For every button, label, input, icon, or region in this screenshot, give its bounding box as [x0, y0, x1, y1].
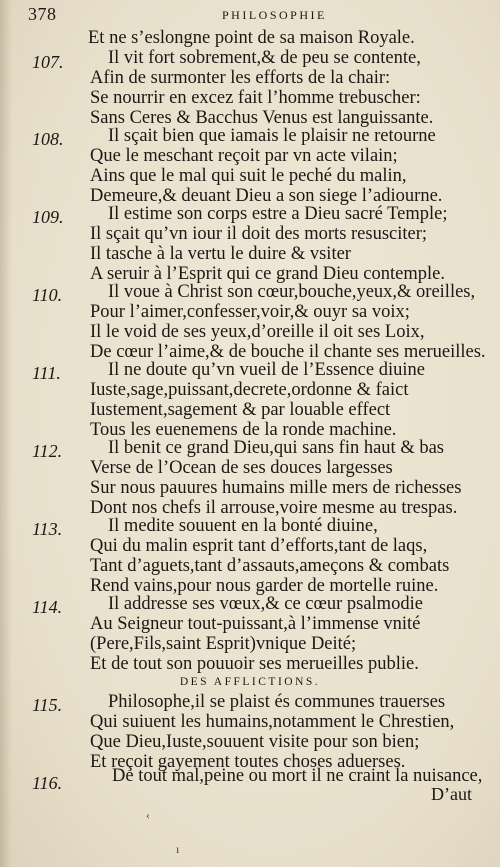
verse-line: Dont nos chefs il arrouse,voire mesme au trespas.	[90, 498, 458, 518]
verse-line: Tant d’aguets,tant d’assauts,ameçons & combats	[90, 556, 450, 576]
verse-line: Qui du malin esprit tant d’efforts,tant de laqs,	[90, 536, 428, 556]
verse-line: Afin de surmonter les efforts de la chair:	[90, 68, 391, 88]
verse-line: Tous les euenemens de la ronde machine.	[90, 420, 397, 440]
verse-line: Il estime son corps estre a Dieu sacré Temple;	[108, 204, 448, 224]
verse-line: Pour l’aimer,confesser,voir,& ouyr sa voix;	[90, 302, 410, 322]
verse-line: Sans Ceres & Bacchus Venus est languissante.	[90, 108, 434, 128]
verse-line: Iustement,sagement & par louable effect	[90, 400, 391, 420]
stanza-number: 113.	[32, 519, 63, 539]
verse-line: Se nourrir en excez fait l’homme trebuscher:	[90, 88, 421, 108]
stanza-number: 110.	[32, 285, 63, 305]
verse-line: Rend vains,pour nous garder de mortelle ruine.	[90, 576, 439, 596]
verse-line: Au Seigneur tout-puissant,à l’immense vnité	[90, 614, 421, 634]
verse-line: Qui suiuent les humains,notamment le Chrestien,	[90, 712, 455, 732]
verse-line: (Pere,Fils,saint Esprit)vnique Deité;	[90, 634, 357, 654]
catchword: D’aut	[431, 784, 472, 804]
page-number: 378	[28, 4, 57, 24]
stanza-number: 114.	[32, 597, 63, 617]
verse-line: A seruir à l’Esprit qui ce grand Dieu contemple.	[90, 264, 445, 284]
verse-line: Ains que le mal qui suit le peché du malin,	[90, 166, 407, 186]
verse-line: Que le meschant reçoit par vn acte vilain;	[90, 146, 398, 166]
stanza-number: 112.	[32, 441, 63, 461]
stanza-number: 108.	[32, 129, 64, 149]
verse-line: Que Dieu,Iuste,souuent visite pour son bien;	[90, 732, 420, 752]
verse-line: Philosophe,il se plaist és communes trauerses	[108, 692, 446, 712]
verse-line: Demeure,& deuant Dieu a son siege l’adiourne.	[90, 186, 443, 206]
running-head: PHILOSOPHIE	[222, 8, 327, 22]
page-header	[0, 4, 500, 26]
ink-mark: ı	[176, 842, 180, 856]
verse-line: Iuste,sage,puissant,decrete,ordonne & faict	[90, 380, 409, 400]
verse-line: Il sçait bien que iamais le plaisir ne retourne	[108, 126, 436, 146]
verse-line: Et reçoit gayement toutes choses aduerses.	[90, 752, 406, 772]
ink-mark: ‹	[146, 808, 150, 822]
verse-line: De cœur l’aime,& de bouche il chante ses merueilles.	[90, 342, 486, 362]
stanza-number: 116.	[32, 773, 63, 793]
verse-line: Il ne doute qu’vn vueil de l’Essence diuine	[108, 360, 425, 380]
verse-line: Il le void de ses yeux,d’oreille il oit ses Loix,	[90, 322, 425, 342]
verse-line: Sur nous pauures humains mille mers de richesses	[90, 478, 462, 498]
section-title: DES AFFLICTIONS.	[179, 676, 321, 688]
verse-line: Il addresse ses vœux,& ce cœur psalmodie	[108, 594, 423, 614]
verse-line: Et ne s’eslongne point de sa maison Royale.	[88, 28, 415, 48]
verse-line: Il vit fort sobrement,& de peu se contente,	[108, 48, 421, 68]
stanza-number: 109.	[32, 207, 64, 227]
stanza-number: 115.	[32, 695, 63, 715]
verse-line: Et de tout son pouuoir ses merueilles publie.	[90, 654, 419, 674]
stanza-number: 107.	[32, 52, 64, 72]
gutter-shadow	[0, 0, 12, 867]
verse-line: Il voue à Christ son cœur,bouche,yeux,& oreilles,	[108, 282, 476, 302]
verse-line: Il benit ce grand Dieu,qui sans fin haut & bas	[108, 438, 444, 458]
verse-line: Il tasche à la vertu le duire & vsiter	[90, 244, 351, 264]
verse-line: De tout mal,peine ou mort il ne craint la nuisance,	[112, 766, 483, 786]
stanza-number: 111.	[32, 363, 61, 383]
verse-line: Il sçait qu’vn iour il doit des morts resusciter;	[90, 224, 428, 244]
verse-line: Verse de l’Ocean de ses douces largesses	[90, 458, 393, 478]
verse-line: Il medite souuent en la bonté diuine,	[108, 516, 378, 536]
